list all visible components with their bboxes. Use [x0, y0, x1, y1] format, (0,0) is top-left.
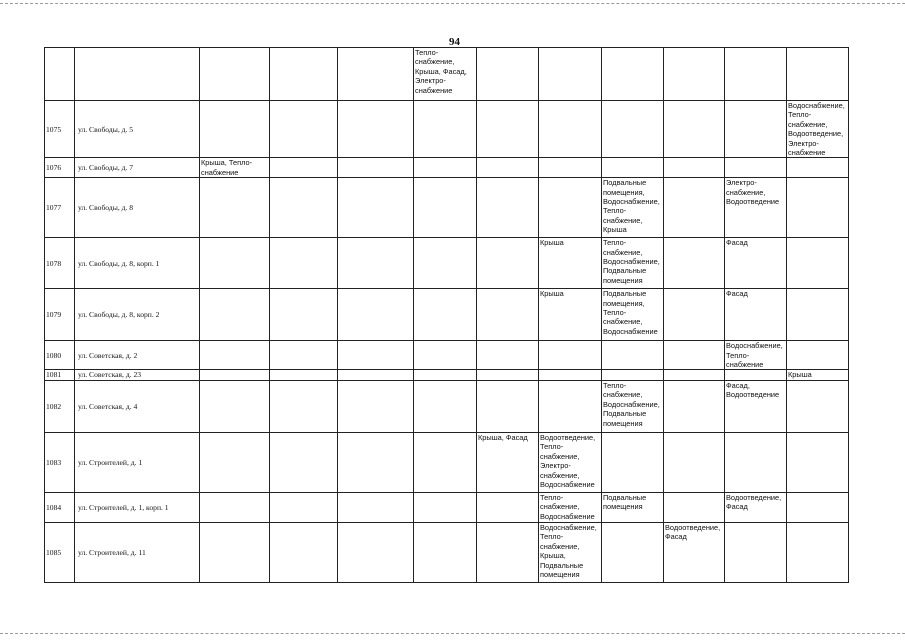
- work-type-cell: Водоотведение, Фасад: [664, 522, 725, 582]
- table-row: [45, 289, 849, 341]
- address-cell: ул. Советская, д. 2: [75, 341, 200, 370]
- work-type-cell: Электро- снабжение, Водоотведение: [725, 178, 787, 238]
- work-type-cell: [664, 48, 725, 101]
- work-type-cell: [539, 48, 602, 101]
- work-type-cell: [200, 380, 270, 432]
- work-type-cell: [787, 492, 849, 522]
- row-number-cell: 1079: [45, 289, 75, 341]
- row-number-cell: 1084: [45, 492, 75, 522]
- work-type-cell: [664, 370, 725, 380]
- work-type-cell: [477, 370, 539, 380]
- work-type-cell: [414, 158, 477, 178]
- work-type-cell: [338, 101, 414, 158]
- work-type-cell: Водоснабжение, Тепло- снабжение, Крыша, Подвальные помещения: [539, 522, 602, 582]
- work-type-cell: [200, 178, 270, 238]
- work-type-cell: Водоснабжение, Тепло- снабжение, Водоотведение, Электро- снабжение: [787, 101, 849, 158]
- work-type-cell: [664, 158, 725, 178]
- work-type-cell: [477, 178, 539, 238]
- work-type-cell: [725, 522, 787, 582]
- work-type-cell: [602, 432, 664, 492]
- row-number-cell: 1080: [45, 341, 75, 370]
- work-type-cell: Крыша: [539, 238, 602, 289]
- row-number-cell: 1081: [45, 370, 75, 380]
- table-row: [45, 370, 849, 380]
- work-type-cell: [477, 238, 539, 289]
- work-type-cell: [787, 341, 849, 370]
- work-type-cell: [200, 48, 270, 101]
- address-cell: ул. Строителей, д. 11: [75, 522, 200, 582]
- work-type-cell: [787, 178, 849, 238]
- work-type-cell: [664, 178, 725, 238]
- work-type-cell: [270, 432, 338, 492]
- address-cell: ул. Свободы, д. 8, корп. 2: [75, 289, 200, 341]
- work-type-cell: [414, 522, 477, 582]
- table-row: [45, 101, 849, 158]
- work-type-cell: [664, 101, 725, 158]
- work-type-cell: [414, 178, 477, 238]
- scan-edge-top: [0, 3, 905, 4]
- work-type-cell: [787, 48, 849, 101]
- work-type-cell: [725, 48, 787, 101]
- work-type-cell: [414, 341, 477, 370]
- row-number-cell: 1082: [45, 380, 75, 432]
- work-type-cell: [270, 522, 338, 582]
- work-type-cell: [270, 158, 338, 178]
- work-type-cell: [602, 341, 664, 370]
- table-row: [45, 380, 849, 432]
- work-type-cell: [338, 178, 414, 238]
- work-type-cell: [338, 238, 414, 289]
- work-type-cell: [539, 380, 602, 432]
- table-row: [45, 238, 849, 289]
- work-type-cell: [270, 178, 338, 238]
- work-type-cell: [270, 492, 338, 522]
- address-cell: ул. Строителей, д. 1, корп. 1: [75, 492, 200, 522]
- work-type-cell: [477, 289, 539, 341]
- work-type-cell: [539, 341, 602, 370]
- table-row: [45, 341, 849, 370]
- work-type-cell: [338, 158, 414, 178]
- repair-schedule-table: [44, 47, 849, 583]
- work-type-cell: [200, 101, 270, 158]
- work-type-cell: [664, 238, 725, 289]
- work-type-cell: [338, 370, 414, 380]
- work-type-cell: [787, 522, 849, 582]
- work-type-cell: [477, 492, 539, 522]
- work-type-cell: [270, 101, 338, 158]
- work-type-cell: [477, 380, 539, 432]
- work-type-cell: [477, 341, 539, 370]
- scan-edge-bottom: [0, 633, 905, 634]
- work-type-cell: Тепло- снабжение, Водоснабжение, Подвальные помещения: [602, 380, 664, 432]
- work-type-cell: Тепло- снабжение, Водоснабжение, Подвальные помещения: [602, 238, 664, 289]
- table-row: [45, 522, 849, 582]
- work-type-cell: Тепло- снабжение, Водоснабжение: [539, 492, 602, 522]
- work-type-cell: [338, 380, 414, 432]
- work-type-cell: [338, 522, 414, 582]
- work-type-cell: [414, 370, 477, 380]
- work-type-cell: Фасад: [725, 238, 787, 289]
- work-type-cell: [414, 101, 477, 158]
- work-type-cell: [664, 492, 725, 522]
- work-type-cell: [200, 522, 270, 582]
- work-type-cell: [787, 289, 849, 341]
- work-type-cell: [602, 370, 664, 380]
- row-number-cell: 1075: [45, 101, 75, 158]
- work-type-cell: [270, 238, 338, 289]
- work-type-cell: [338, 289, 414, 341]
- table-row: [45, 492, 849, 522]
- table-row: [45, 432, 849, 492]
- address-cell: ул. Советская, д. 23: [75, 370, 200, 380]
- work-type-cell: [200, 492, 270, 522]
- work-type-cell: [664, 341, 725, 370]
- work-type-cell: [787, 238, 849, 289]
- work-type-cell: [602, 101, 664, 158]
- row-number-cell: 1083: [45, 432, 75, 492]
- work-type-cell: [664, 432, 725, 492]
- work-type-cell: [270, 48, 338, 101]
- work-type-cell: [787, 432, 849, 492]
- address-cell: ул. Свободы, д. 5: [75, 101, 200, 158]
- work-type-cell: Подвальные помещения, Водоснабжение, Тепло- снабжение, Крыша: [602, 178, 664, 238]
- table-row: [45, 158, 849, 178]
- work-type-cell: [200, 432, 270, 492]
- work-type-cell: [477, 158, 539, 178]
- work-type-cell: Водоснабжение, Тепло- снабжение: [725, 341, 787, 370]
- work-type-cell: [787, 380, 849, 432]
- page-number: 94: [449, 36, 460, 48]
- work-type-cell: Крыша, Фасад: [477, 432, 539, 492]
- address-cell: ул. Строителей, д. 1: [75, 432, 200, 492]
- work-type-cell: Фасад: [725, 289, 787, 341]
- work-type-cell: [414, 380, 477, 432]
- address-cell: ул. Советская, д. 4: [75, 380, 200, 432]
- work-type-cell: Фасад, Водоотведение: [725, 380, 787, 432]
- work-type-cell: [270, 289, 338, 341]
- work-type-cell: [787, 158, 849, 178]
- work-type-cell: [725, 101, 787, 158]
- work-type-cell: [200, 289, 270, 341]
- work-type-cell: [602, 158, 664, 178]
- work-type-cell: [270, 341, 338, 370]
- work-type-cell: [477, 48, 539, 101]
- work-type-cell: [664, 289, 725, 341]
- work-type-cell: [477, 101, 539, 158]
- work-type-cell: [200, 238, 270, 289]
- work-type-cell: [338, 492, 414, 522]
- work-type-cell: [270, 380, 338, 432]
- work-type-cell: [602, 48, 664, 101]
- work-type-cell: Крыша: [539, 289, 602, 341]
- row-number-cell: 1077: [45, 178, 75, 238]
- work-type-cell: [664, 380, 725, 432]
- work-type-cell: [414, 432, 477, 492]
- work-type-cell: [725, 370, 787, 380]
- row-number-cell: [45, 48, 75, 101]
- work-type-cell: [539, 101, 602, 158]
- work-type-cell: [414, 492, 477, 522]
- table-row: [45, 178, 849, 238]
- work-type-cell: [200, 341, 270, 370]
- work-type-cell: [539, 178, 602, 238]
- work-type-cell: Водоотведение, Тепло- снабжение, Электро- снабжение, Водоснабжение: [539, 432, 602, 492]
- table-row: [45, 48, 849, 101]
- work-type-cell: [725, 432, 787, 492]
- address-cell: ул. Свободы, д. 7: [75, 158, 200, 178]
- work-type-cell: Подвальные помещения: [602, 492, 664, 522]
- work-type-cell: [270, 370, 338, 380]
- work-type-cell: [338, 341, 414, 370]
- work-type-cell: [477, 522, 539, 582]
- address-cell: [75, 48, 200, 101]
- work-type-cell: Подвальные помещения, Тепло- снабжение, Водоснабжение: [602, 289, 664, 341]
- row-number-cell: 1078: [45, 238, 75, 289]
- address-cell: ул. Свободы, д. 8: [75, 178, 200, 238]
- work-type-cell: Крыша: [787, 370, 849, 380]
- work-type-cell: [338, 432, 414, 492]
- work-type-cell: [725, 158, 787, 178]
- work-type-cell: Водоотведение, Фасад: [725, 492, 787, 522]
- work-type-cell: [602, 522, 664, 582]
- work-type-cell: Тепло- снабжение, Крыша, Фасад, Электро- снабжение: [414, 48, 477, 101]
- work-type-cell: Крыша, Тепло- снабжение: [200, 158, 270, 178]
- work-type-cell: [539, 370, 602, 380]
- address-cell: ул. Свободы, д. 8, корп. 1: [75, 238, 200, 289]
- row-number-cell: 1076: [45, 158, 75, 178]
- work-type-cell: [200, 370, 270, 380]
- work-type-cell: [414, 289, 477, 341]
- row-number-cell: 1085: [45, 522, 75, 582]
- work-type-cell: [414, 238, 477, 289]
- work-type-cell: [338, 48, 414, 101]
- work-type-cell: [539, 158, 602, 178]
